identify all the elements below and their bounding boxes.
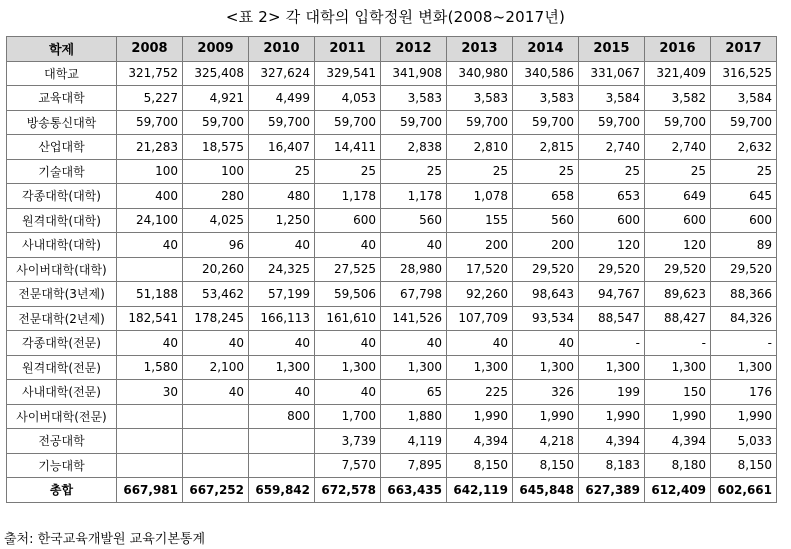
value-cell: 17,520 <box>447 257 513 282</box>
value-cell <box>183 453 249 478</box>
row-label: 전공대학 <box>7 429 117 454</box>
value-cell: 27,525 <box>315 257 381 282</box>
value-cell: 8,150 <box>711 453 777 478</box>
table-row <box>7 86 777 111</box>
value-cell: 59,700 <box>711 110 777 135</box>
value-cell: 89 <box>711 233 777 258</box>
value-cell: 600 <box>645 208 711 233</box>
table-row <box>7 429 777 454</box>
value-cell: 21,283 <box>117 135 183 160</box>
value-cell: 560 <box>381 208 447 233</box>
value-cell: 40 <box>249 380 315 405</box>
row-label: 사내대학(전문) <box>7 380 117 405</box>
row-label: 전문대학(2년제) <box>7 306 117 331</box>
value-cell: 59,700 <box>315 110 381 135</box>
row-label: 대학교 <box>7 61 117 86</box>
value-cell: 642,119 <box>447 478 513 503</box>
value-cell: 321,752 <box>117 61 183 86</box>
row-label: 원격대학(대학) <box>7 208 117 233</box>
value-cell: 94,767 <box>579 282 645 307</box>
value-cell: 7,895 <box>381 453 447 478</box>
value-cell: 4,218 <box>513 429 579 454</box>
value-cell: 25 <box>645 159 711 184</box>
value-cell: 199 <box>579 380 645 405</box>
header-cell-year: 2012 <box>381 37 447 62</box>
value-cell: 5,227 <box>117 86 183 111</box>
value-cell: 3,584 <box>579 86 645 111</box>
value-cell: 1,178 <box>381 184 447 209</box>
value-cell: 340,980 <box>447 61 513 86</box>
value-cell: 24,100 <box>117 208 183 233</box>
admission-quota-table <box>6 36 777 503</box>
value-cell: - <box>579 331 645 356</box>
value-cell: 88,427 <box>645 306 711 331</box>
value-cell: 96 <box>183 233 249 258</box>
value-cell: 29,520 <box>579 257 645 282</box>
table-row <box>7 404 777 429</box>
value-cell: 325,408 <box>183 61 249 86</box>
value-cell <box>117 404 183 429</box>
row-label: 사이버대학(전문) <box>7 404 117 429</box>
row-label: 사내대학(대학) <box>7 233 117 258</box>
value-cell: 602,661 <box>711 478 777 503</box>
value-cell: 25 <box>513 159 579 184</box>
value-cell: 40 <box>381 233 447 258</box>
header-cell-year: 2011 <box>315 37 381 62</box>
value-cell: 560 <box>513 208 579 233</box>
value-cell: 1,300 <box>315 355 381 380</box>
value-cell: 2,810 <box>447 135 513 160</box>
row-label: 교육대학 <box>7 86 117 111</box>
value-cell: 200 <box>513 233 579 258</box>
value-cell: 658 <box>513 184 579 209</box>
value-cell: 321,409 <box>645 61 711 86</box>
value-cell: 280 <box>183 184 249 209</box>
value-cell: 100 <box>117 159 183 184</box>
value-cell: 627,389 <box>579 478 645 503</box>
value-cell: 329,541 <box>315 61 381 86</box>
row-label: 기술대학 <box>7 159 117 184</box>
value-cell: 645,848 <box>513 478 579 503</box>
value-cell: 176 <box>711 380 777 405</box>
table-row <box>7 233 777 258</box>
value-cell: 25 <box>381 159 447 184</box>
value-cell: 3,584 <box>711 86 777 111</box>
value-cell: 1,580 <box>117 355 183 380</box>
value-cell: 1,990 <box>645 404 711 429</box>
value-cell: 25 <box>447 159 513 184</box>
value-cell: 161,610 <box>315 306 381 331</box>
value-cell: - <box>645 331 711 356</box>
value-cell: 59,700 <box>117 110 183 135</box>
value-cell: 20,260 <box>183 257 249 282</box>
value-cell: 4,394 <box>447 429 513 454</box>
value-cell: 4,394 <box>645 429 711 454</box>
value-cell: 4,025 <box>183 208 249 233</box>
table-row <box>7 61 777 86</box>
value-cell: 92,260 <box>447 282 513 307</box>
value-cell: 1,300 <box>381 355 447 380</box>
value-cell: 141,526 <box>381 306 447 331</box>
value-cell: 67,798 <box>381 282 447 307</box>
value-cell: 480 <box>249 184 315 209</box>
header-cell-year: 2009 <box>183 37 249 62</box>
value-cell: 1,300 <box>513 355 579 380</box>
value-cell: 1,990 <box>711 404 777 429</box>
value-cell: 59,700 <box>447 110 513 135</box>
table-body <box>7 61 777 502</box>
value-cell: 600 <box>315 208 381 233</box>
value-cell: 120 <box>579 233 645 258</box>
header-cell-year: 2010 <box>249 37 315 62</box>
table-row <box>7 380 777 405</box>
value-cell: 166,113 <box>249 306 315 331</box>
value-cell: 612,409 <box>645 478 711 503</box>
value-cell: 2,100 <box>183 355 249 380</box>
source-note: 출처: 한국교육개발원 교육기본통계 <box>4 532 206 547</box>
value-cell: 25 <box>579 159 645 184</box>
value-cell: 2,740 <box>579 135 645 160</box>
value-cell: 600 <box>579 208 645 233</box>
value-cell: 40 <box>315 331 381 356</box>
value-cell: 340,586 <box>513 61 579 86</box>
value-cell: - <box>711 331 777 356</box>
value-cell: 100 <box>183 159 249 184</box>
table-row <box>7 159 777 184</box>
value-cell <box>117 429 183 454</box>
value-cell: 24,325 <box>249 257 315 282</box>
value-cell: 40 <box>447 331 513 356</box>
table-row <box>7 110 777 135</box>
value-cell: 84,326 <box>711 306 777 331</box>
value-cell <box>117 453 183 478</box>
value-cell <box>183 404 249 429</box>
value-cell: 40 <box>183 380 249 405</box>
header-cell-year: 2015 <box>579 37 645 62</box>
value-cell: 29,520 <box>645 257 711 282</box>
value-cell: 3,582 <box>645 86 711 111</box>
value-cell: 40 <box>513 331 579 356</box>
value-cell <box>117 257 183 282</box>
value-cell: 3,583 <box>381 86 447 111</box>
value-cell: 1,990 <box>579 404 645 429</box>
value-cell: 8,150 <box>513 453 579 478</box>
value-cell: 2,838 <box>381 135 447 160</box>
table-header <box>7 37 777 62</box>
value-cell: 51,188 <box>117 282 183 307</box>
value-cell: 1,990 <box>447 404 513 429</box>
table-row <box>7 453 777 478</box>
value-cell: 18,575 <box>183 135 249 160</box>
value-cell: 659,842 <box>249 478 315 503</box>
row-label: 총합 <box>7 478 117 503</box>
value-cell: 341,908 <box>381 61 447 86</box>
table-row <box>7 331 777 356</box>
value-cell: 331,067 <box>579 61 645 86</box>
header-cell-year: 2014 <box>513 37 579 62</box>
value-cell: 2,632 <box>711 135 777 160</box>
value-cell: 29,520 <box>513 257 579 282</box>
value-cell: 1,880 <box>381 404 447 429</box>
value-cell: 1,300 <box>711 355 777 380</box>
value-cell: 40 <box>315 380 381 405</box>
row-label: 방송통신대학 <box>7 110 117 135</box>
value-cell: 30 <box>117 380 183 405</box>
value-cell: 88,366 <box>711 282 777 307</box>
row-label: 산업대학 <box>7 135 117 160</box>
value-cell: 327,624 <box>249 61 315 86</box>
value-cell <box>249 453 315 478</box>
value-cell: 29,520 <box>711 257 777 282</box>
value-cell: 4,394 <box>579 429 645 454</box>
value-cell: 1,178 <box>315 184 381 209</box>
value-cell: 59,700 <box>381 110 447 135</box>
value-cell: 14,411 <box>315 135 381 160</box>
value-cell <box>183 429 249 454</box>
value-cell: 3,583 <box>513 86 579 111</box>
value-cell: 1,300 <box>447 355 513 380</box>
value-cell: 649 <box>645 184 711 209</box>
value-cell: 40 <box>249 233 315 258</box>
table-title: <표 2> 각 대학의 입학정원 변화(2008~2017년) <box>225 8 566 26</box>
value-cell: 2,740 <box>645 135 711 160</box>
value-cell <box>249 429 315 454</box>
table-row <box>7 355 777 380</box>
header-cell-year: 2008 <box>117 37 183 62</box>
header-cell-year: 2017 <box>711 37 777 62</box>
table-row <box>7 208 777 233</box>
value-cell: 28,980 <box>381 257 447 282</box>
table-row <box>7 135 777 160</box>
value-cell: 1,700 <box>315 404 381 429</box>
value-cell: 8,150 <box>447 453 513 478</box>
value-cell: 98,643 <box>513 282 579 307</box>
header-cell-category: 학제 <box>7 37 117 62</box>
value-cell: 4,119 <box>381 429 447 454</box>
value-cell: 200 <box>447 233 513 258</box>
value-cell: 16,407 <box>249 135 315 160</box>
value-cell: 59,700 <box>249 110 315 135</box>
value-cell: 59,700 <box>183 110 249 135</box>
value-cell: 225 <box>447 380 513 405</box>
value-cell: 2,815 <box>513 135 579 160</box>
value-cell: 40 <box>249 331 315 356</box>
row-label: 기능대학 <box>7 453 117 478</box>
value-cell: 59,700 <box>513 110 579 135</box>
value-cell: 645 <box>711 184 777 209</box>
table-row <box>7 306 777 331</box>
value-cell: 1,990 <box>513 404 579 429</box>
value-cell: 4,053 <box>315 86 381 111</box>
value-cell: 1,300 <box>249 355 315 380</box>
value-cell: 4,499 <box>249 86 315 111</box>
value-cell: 1,300 <box>579 355 645 380</box>
row-label: 각종대학(전문) <box>7 331 117 356</box>
value-cell: 40 <box>117 233 183 258</box>
value-cell: 53,462 <box>183 282 249 307</box>
value-cell: 667,981 <box>117 478 183 503</box>
header-row <box>7 37 777 62</box>
value-cell: 59,700 <box>645 110 711 135</box>
value-cell: 93,534 <box>513 306 579 331</box>
value-cell: 800 <box>249 404 315 429</box>
value-cell: 653 <box>579 184 645 209</box>
value-cell: 40 <box>381 331 447 356</box>
value-cell: 8,183 <box>579 453 645 478</box>
value-cell: 40 <box>183 331 249 356</box>
value-cell: 5,033 <box>711 429 777 454</box>
value-cell: 40 <box>117 331 183 356</box>
row-label: 사이버대학(대학) <box>7 257 117 282</box>
value-cell: 107,709 <box>447 306 513 331</box>
row-label: 각종대학(대학) <box>7 184 117 209</box>
table-row <box>7 282 777 307</box>
header-cell-year: 2013 <box>447 37 513 62</box>
row-label: 전문대학(3년제) <box>7 282 117 307</box>
value-cell: 1,300 <box>645 355 711 380</box>
value-cell: 182,541 <box>117 306 183 331</box>
value-cell: 316,525 <box>711 61 777 86</box>
value-cell: 400 <box>117 184 183 209</box>
value-cell: 3,583 <box>447 86 513 111</box>
value-cell: 57,199 <box>249 282 315 307</box>
value-cell: 178,245 <box>183 306 249 331</box>
value-cell: 120 <box>645 233 711 258</box>
row-label: 원격대학(전문) <box>7 355 117 380</box>
value-cell: 59,700 <box>579 110 645 135</box>
value-cell: 8,180 <box>645 453 711 478</box>
value-cell: 7,570 <box>315 453 381 478</box>
value-cell: 1,250 <box>249 208 315 233</box>
value-cell: 672,578 <box>315 478 381 503</box>
value-cell: 600 <box>711 208 777 233</box>
value-cell: 88,547 <box>579 306 645 331</box>
table-row <box>7 257 777 282</box>
value-cell: 150 <box>645 380 711 405</box>
header-cell-year: 2016 <box>645 37 711 62</box>
value-cell: 59,506 <box>315 282 381 307</box>
value-cell: 326 <box>513 380 579 405</box>
value-cell: 663,435 <box>381 478 447 503</box>
value-cell: 3,739 <box>315 429 381 454</box>
total-row <box>7 478 777 503</box>
value-cell: 40 <box>315 233 381 258</box>
value-cell: 25 <box>315 159 381 184</box>
value-cell: 89,623 <box>645 282 711 307</box>
value-cell: 25 <box>711 159 777 184</box>
value-cell: 65 <box>381 380 447 405</box>
value-cell: 1,078 <box>447 184 513 209</box>
value-cell: 25 <box>249 159 315 184</box>
value-cell: 667,252 <box>183 478 249 503</box>
value-cell: 4,921 <box>183 86 249 111</box>
table-row <box>7 184 777 209</box>
value-cell: 155 <box>447 208 513 233</box>
